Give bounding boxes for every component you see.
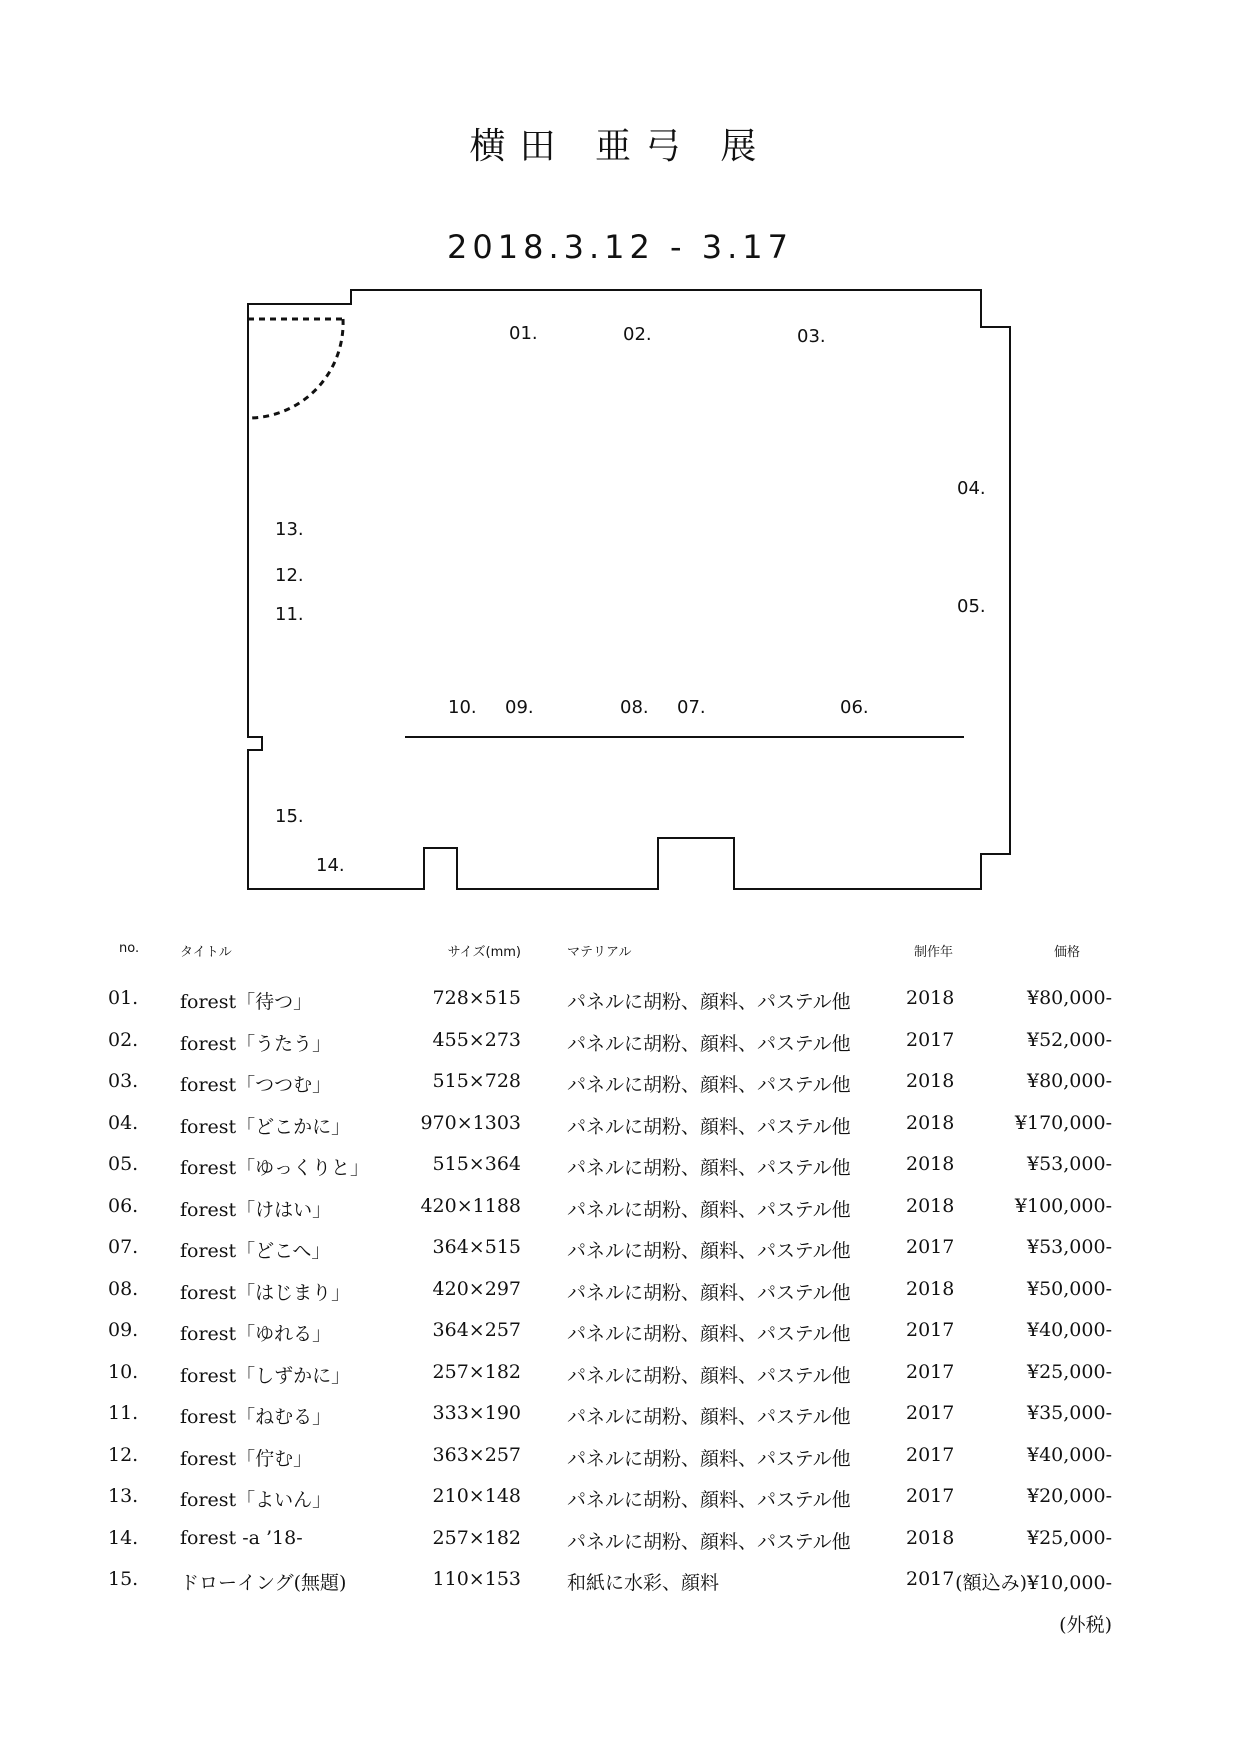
row-price: (額込み)¥10,000- bbox=[955, 1572, 1112, 1594]
header-material: マテリアル bbox=[567, 945, 632, 960]
row-size: 364×257 bbox=[432, 1319, 521, 1341]
plan-label-11: 11. bbox=[275, 604, 304, 625]
row-material: パネルに胡粉、顔料、パステル他 bbox=[567, 1406, 851, 1428]
row-number: 01. bbox=[108, 987, 139, 1009]
table-row bbox=[0, 1195, 1240, 1236]
row-year: 2017 bbox=[906, 1236, 955, 1258]
row-price: ¥20,000- bbox=[1027, 1485, 1112, 1507]
row-price: ¥80,000- bbox=[1027, 987, 1112, 1009]
row-price: ¥52,000- bbox=[1027, 1028, 1112, 1051]
exhibition-title: 横田 亜弓 展 bbox=[469, 126, 771, 167]
row-title: forest「けはい」 bbox=[180, 1198, 332, 1221]
row-title: forest「はじまり」 bbox=[180, 1281, 351, 1304]
row-year: 2017 bbox=[906, 1443, 955, 1466]
row-material: パネルに胡粉、顔料、パステル他 bbox=[567, 1198, 851, 1221]
row-year: 2018 bbox=[906, 1194, 955, 1217]
table-row bbox=[0, 1029, 1240, 1070]
row-size: 455×273 bbox=[432, 1028, 521, 1051]
row-title: forest「待つ」 bbox=[180, 991, 313, 1013]
row-material: 和紙に水彩、顔料 bbox=[567, 1572, 720, 1594]
plan-label-14: 14. bbox=[316, 855, 345, 876]
row-size: 110×153 bbox=[432, 1568, 521, 1590]
row-number: 14. bbox=[108, 1526, 139, 1549]
table-row bbox=[0, 1402, 1240, 1443]
row-number: 07. bbox=[108, 1236, 139, 1258]
row-year: 2017 bbox=[906, 1485, 955, 1507]
row-price: ¥40,000- bbox=[1027, 1443, 1112, 1466]
row-title: forest「ゆれる」 bbox=[180, 1323, 332, 1345]
row-year: 2018 bbox=[906, 1526, 955, 1549]
table-row bbox=[0, 1112, 1240, 1153]
row-number: 09. bbox=[108, 1319, 139, 1341]
row-number: 06. bbox=[108, 1194, 139, 1217]
row-size: 728×515 bbox=[432, 987, 521, 1009]
row-size: 210×148 bbox=[432, 1485, 521, 1507]
table-row bbox=[0, 1153, 1240, 1194]
row-year: 2017 bbox=[906, 1028, 955, 1051]
row-price: ¥100,000- bbox=[1014, 1194, 1112, 1217]
row-title: forest「どこへ」 bbox=[180, 1240, 331, 1262]
wall-outline bbox=[248, 290, 1010, 889]
row-price: ¥40,000- bbox=[1027, 1319, 1112, 1341]
row-material: パネルに胡粉、顔料、パステル他 bbox=[567, 1240, 851, 1262]
plan-label-07: 07. bbox=[677, 697, 706, 718]
row-price: ¥53,000- bbox=[1027, 1236, 1112, 1258]
header-no: no. bbox=[119, 941, 140, 956]
table-row bbox=[0, 1070, 1240, 1111]
table-row bbox=[0, 987, 1240, 1028]
row-number: 12. bbox=[108, 1443, 139, 1466]
row-price: ¥50,000- bbox=[1027, 1277, 1112, 1300]
row-year: 2017 bbox=[906, 1402, 955, 1424]
table-row bbox=[0, 1278, 1240, 1319]
row-material: パネルに胡粉、顔料、パステル他 bbox=[567, 1032, 851, 1055]
row-title: forest「佇む」 bbox=[180, 1447, 313, 1470]
row-price: ¥35,000- bbox=[1027, 1402, 1112, 1424]
row-material: パネルに胡粉、顔料、パステル他 bbox=[567, 1323, 851, 1345]
table-row bbox=[0, 1319, 1240, 1360]
row-price: ¥170,000- bbox=[1014, 1111, 1112, 1134]
row-size: 420×1188 bbox=[420, 1194, 521, 1217]
plan-label-08: 08. bbox=[620, 697, 649, 718]
row-number: 08. bbox=[108, 1277, 139, 1300]
header-price: 価格 bbox=[1054, 945, 1081, 960]
row-size: 515×364 bbox=[432, 1153, 521, 1175]
row-number: 02. bbox=[108, 1028, 139, 1051]
row-material: パネルに胡粉、顔料、パステル他 bbox=[567, 1447, 851, 1470]
row-material: パネルに胡粉、顔料、パステル他 bbox=[567, 1281, 851, 1304]
row-size: 364×515 bbox=[432, 1236, 521, 1258]
row-number: 04. bbox=[108, 1111, 139, 1134]
tax-note: (外税) bbox=[1059, 1614, 1112, 1636]
row-size: 333×190 bbox=[432, 1402, 521, 1424]
row-year: 2018 bbox=[906, 1111, 955, 1134]
row-title: forest「どこかに」 bbox=[180, 1115, 351, 1138]
row-price: ¥25,000- bbox=[1027, 1360, 1112, 1383]
plan-label-01: 01. bbox=[509, 323, 538, 344]
row-title: forest「ねむる」 bbox=[180, 1406, 332, 1428]
table-row bbox=[0, 1444, 1240, 1485]
header-year: 制作年 bbox=[914, 945, 954, 960]
row-number: 13. bbox=[108, 1485, 139, 1507]
row-material: パネルに胡粉、顔料、パステル他 bbox=[567, 1489, 851, 1511]
row-title: forest「うたう」 bbox=[180, 1032, 332, 1055]
plan-label-05: 05. bbox=[957, 596, 986, 617]
row-size: 363×257 bbox=[432, 1443, 521, 1466]
row-material: パネルに胡粉、顔料、パステル他 bbox=[567, 1115, 851, 1138]
row-material: パネルに胡粉、顔料、パステル他 bbox=[567, 1157, 851, 1179]
plan-label-09: 09. bbox=[505, 697, 534, 718]
table-row bbox=[0, 1236, 1240, 1277]
row-year: 2018 bbox=[906, 1070, 955, 1092]
row-title: forest「しずかに」 bbox=[180, 1364, 351, 1387]
row-year: 2018 bbox=[906, 1153, 955, 1175]
row-size: 257×182 bbox=[432, 1360, 521, 1383]
table-row bbox=[0, 1485, 1240, 1526]
row-year: 2018 bbox=[906, 1277, 955, 1300]
row-price: ¥80,000- bbox=[1027, 1070, 1112, 1092]
row-number: 10. bbox=[108, 1360, 139, 1383]
plan-label-12: 12. bbox=[275, 565, 304, 586]
row-year: 2017 bbox=[906, 1360, 955, 1383]
row-material: パネルに胡粉、顔料、パステル他 bbox=[567, 1364, 851, 1387]
row-number: 15. bbox=[108, 1568, 139, 1590]
table-row bbox=[0, 1568, 1240, 1609]
row-price: ¥25,000- bbox=[1027, 1526, 1112, 1549]
row-number: 03. bbox=[108, 1070, 139, 1092]
row-size: 257×182 bbox=[432, 1526, 521, 1549]
row-title: forest「よいん」 bbox=[180, 1489, 332, 1511]
row-material: パネルに胡粉、顔料、パステル他 bbox=[567, 1530, 851, 1553]
row-year: 2018 bbox=[906, 987, 955, 1009]
floor-plan-labels bbox=[275, 323, 986, 876]
plan-label-15: 15. bbox=[275, 806, 304, 827]
row-number: 11. bbox=[108, 1402, 139, 1424]
row-title: ドローイング(無題) bbox=[180, 1572, 347, 1594]
row-number: 05. bbox=[108, 1153, 139, 1175]
plan-label-13: 13. bbox=[275, 519, 304, 540]
row-size: 970×1303 bbox=[420, 1111, 521, 1134]
row-year: 2017 bbox=[906, 1568, 955, 1590]
plan-label-06: 06. bbox=[840, 697, 869, 718]
header-size: サイズ(mm) bbox=[447, 945, 521, 960]
table-row bbox=[0, 1527, 1240, 1568]
row-price: ¥53,000- bbox=[1027, 1153, 1112, 1175]
header-title: タイトル bbox=[180, 945, 232, 960]
row-title: forest -a ’18- bbox=[180, 1526, 303, 1549]
plan-label-04: 04. bbox=[957, 478, 986, 499]
exhibition-dates: 2018.3.12 - 3.17 bbox=[447, 228, 793, 266]
table-row bbox=[0, 1361, 1240, 1402]
door-swing bbox=[248, 319, 343, 418]
plan-label-02: 02. bbox=[623, 324, 652, 345]
row-material: パネルに胡粉、顔料、パステル他 bbox=[567, 991, 851, 1013]
row-size: 515×728 bbox=[432, 1070, 521, 1092]
row-size: 420×297 bbox=[432, 1277, 521, 1300]
plan-label-03: 03. bbox=[797, 326, 826, 347]
gallery-walls bbox=[248, 290, 1010, 889]
row-material: パネルに胡粉、顔料、パステル他 bbox=[567, 1074, 851, 1096]
plan-label-10: 10. bbox=[448, 697, 477, 718]
row-year: 2017 bbox=[906, 1319, 955, 1341]
row-title: forest「ゆっくりと」 bbox=[180, 1157, 369, 1179]
row-title: forest「つつむ」 bbox=[180, 1074, 332, 1096]
